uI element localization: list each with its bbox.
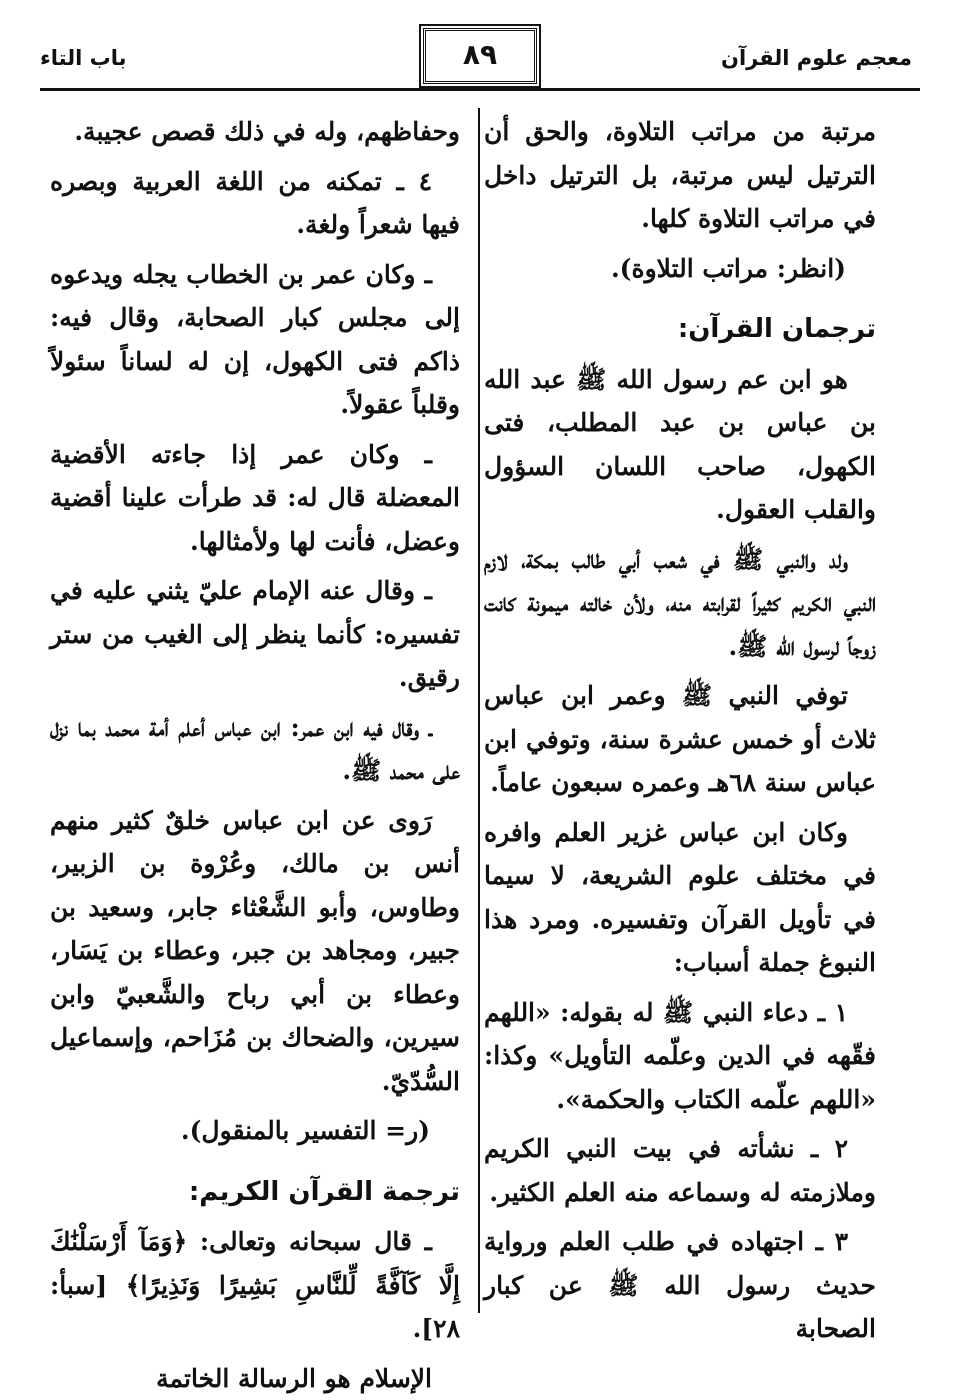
paragraph: وكان ابن عباس غزير العلم وافره في مختلف علوم الشريعة، لا سيما في تأويل القرآن وتفسيره. ومرد هذا النبوغ جملة أسباب: (484, 811, 876, 985)
paragraph: ـ وكان عمر إذا جاءته الأقضية المعضلة قال له: قد طرأت علينا أقضية وعضل، فأنت لها ولأمثالها. (50, 433, 460, 564)
list-item: ٢ ـ نشأته في بيت النبي الكريم وملازمته له وسماعه منه العلم الكثير. (484, 1127, 876, 1214)
paragraph: الإسلام هو الرسالة الخاتمة (50, 1357, 460, 1400)
paragraph: رَوى عن ابن عباس خلقٌ كثير منهم أنس بن مالك، وعُرْوة بن الزبير، وطاوس، وأبو الشَّعْثاء جابر، وسعيد بن جبير، ومجاهد بن جبر، وعطاء بن يَسَار، وعطاء بن أبي رباح والشَّعبيّ وابن سيرين، والضحاك بن مُزَاحم، وإسماعيل السُّدّيّ. (50, 799, 460, 1104)
book-title: معجم علوم القرآن (721, 46, 912, 70)
list-item: ٣ ـ اجتهاده في طلب العلم ورواية حديث رسول الله ﷺ عن كبار الصحابة (484, 1220, 876, 1351)
paragraph: ـ وكان عمر بن الخطاب يجله ويدعوه إلى مجلس كبار الصحابة، وقال فيه: ذاكم فتى الكهول، إن له لساناً سئولاً وقلباً عقولاً. (50, 253, 460, 427)
cross-reference: (ر= التفسير بالمنقول). (50, 1109, 460, 1153)
paragraph: هو ابن عم رسول الله ﷺ عبد الله بن عباس بن عبد المطلب، فتى الكهول، صاحب اللسان السؤول والقلب العقول. (484, 358, 876, 532)
entry-heading: ترجمة القرآن الكريم: (50, 1171, 460, 1215)
entry-heading: ترجمان القرآن: (484, 308, 876, 352)
cross-reference: (انظر: مراتب التلاوة). (484, 247, 876, 291)
list-item: ١ ـ دعاء النبي ﷺ له بقوله: «اللهم فقّهه في الدين وعلّمه التأويل» وكذا: «اللهم علّمه الكتاب والحكمة». (484, 991, 876, 1122)
column-divider (478, 108, 480, 1313)
page-header (40, 28, 920, 88)
chapter-title: باب التاء (40, 46, 126, 70)
paragraph: ولد والنبي ﷺ في شعب أبي طالب بمكة، لازم النبي الكريم كثيراً لقرابته منه، ولأن خالته ميمونة كانت زوجاً لرسول الله ﷺ. (484, 538, 876, 669)
paragraph: وحفاظهم، وله في ذلك قصص عجيبة. (50, 110, 460, 154)
paragraph: ـ وقال عنه الإمام عليّ يثني عليه في تفسيره: كأنما ينظر إلى الغيب من ستر رقيق. (50, 569, 460, 700)
paragraph: ـ قال سبحانه وتعالى: ﴿وَمَآ أَرْسَلْنَٰكَ إِلَّا كَآفَّةً لِّلنَّاسِ بَشِيرًا وَنَذِيرًا﴾ [سبأ: ٢٨]. (50, 1220, 460, 1351)
page-number: ٨٩ (423, 28, 537, 84)
left-column (50, 110, 460, 1330)
header-rule (40, 88, 920, 91)
paragraph: توفي النبي ﷺ وعمر ابن عباس ثلاث أو خمس عشرة سنة، وتوفي ابن عباس سنة ٦٨هـ وعمره سبعون عاماً. (484, 674, 876, 805)
paragraph: مرتبة من مراتب التلاوة، والحق أن الترتيل ليس مرتبة، بل الترتيل داخل في مراتب التلاوة كلها. (484, 110, 876, 241)
paragraph: ـ وقال فيه ابن عمر: ابن عباس أعلم أمة محمد بما نزل على محمد ﷺ. (50, 706, 460, 793)
list-item: ٤ ـ تمكنه من اللغة العربية وبصره فيها شعراً ولغة. (50, 160, 460, 247)
right-column (484, 110, 876, 1330)
